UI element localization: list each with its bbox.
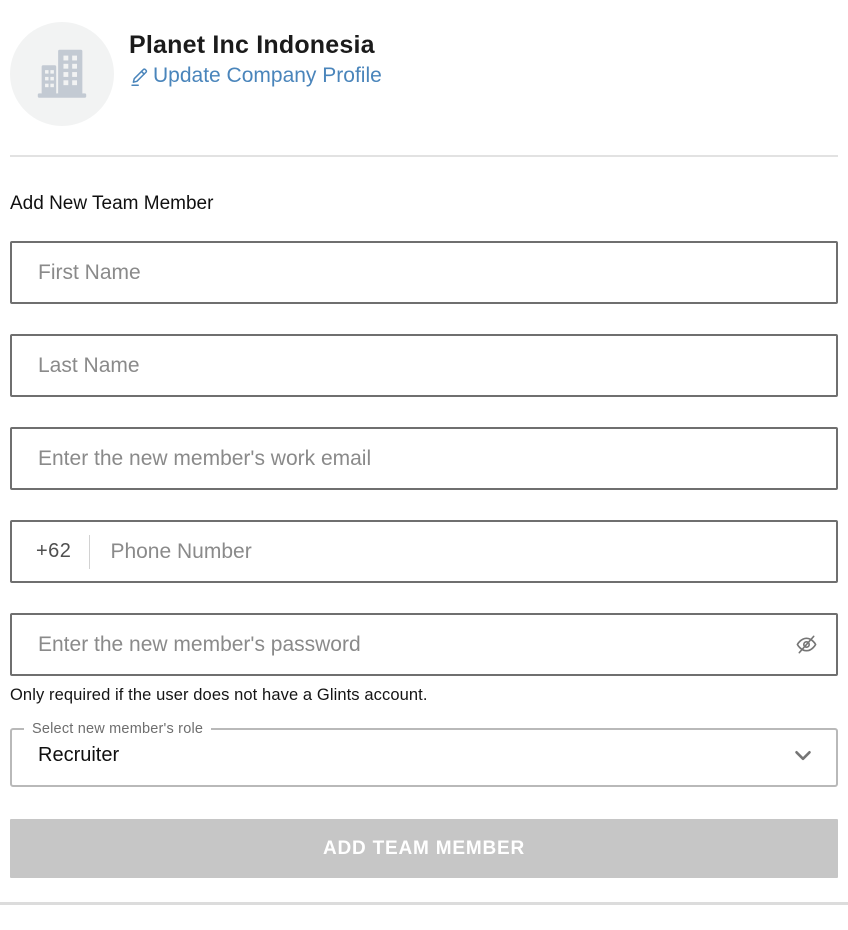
update-company-profile-label: Update Company Profile: [153, 64, 382, 87]
role-select-value: Recruiter: [38, 743, 120, 766]
add-team-member-button[interactable]: ADD TEAM MEMBER: [10, 819, 838, 878]
phone-field: [10, 520, 838, 583]
form-title: Add New Team Member: [10, 193, 214, 214]
toggle-password-visibility-button[interactable]: [794, 633, 818, 657]
edit-pencil-icon: [129, 66, 150, 87]
bottom-section-divider: [0, 902, 848, 905]
header-divider: [10, 155, 838, 157]
company-header-text: [129, 31, 382, 92]
password-field: [10, 613, 838, 676]
first-name-input[interactable]: [10, 241, 838, 304]
update-company-profile-link[interactable]: [129, 64, 382, 88]
chevron-down-icon: [790, 742, 816, 768]
company-name: Planet Inc Indonesia: [129, 31, 375, 59]
role-select-label: Select new member's role: [32, 721, 204, 737]
building-icon: [31, 43, 93, 105]
password-input[interactable]: [12, 615, 836, 674]
role-select-row: [12, 737, 836, 785]
company-header: [10, 0, 838, 126]
company-avatar: [10, 22, 114, 126]
role-select[interactable]: [10, 721, 838, 787]
work-email-input[interactable]: [10, 427, 838, 490]
phone-number-input[interactable]: [90, 522, 836, 581]
last-name-input[interactable]: [10, 334, 838, 397]
phone-country-code: +62: [36, 540, 72, 562]
eye-off-icon: [795, 633, 818, 656]
password-helper-text: Only required if the user does not have a Glints account.: [10, 686, 428, 704]
add-team-member-form: [10, 193, 838, 878]
